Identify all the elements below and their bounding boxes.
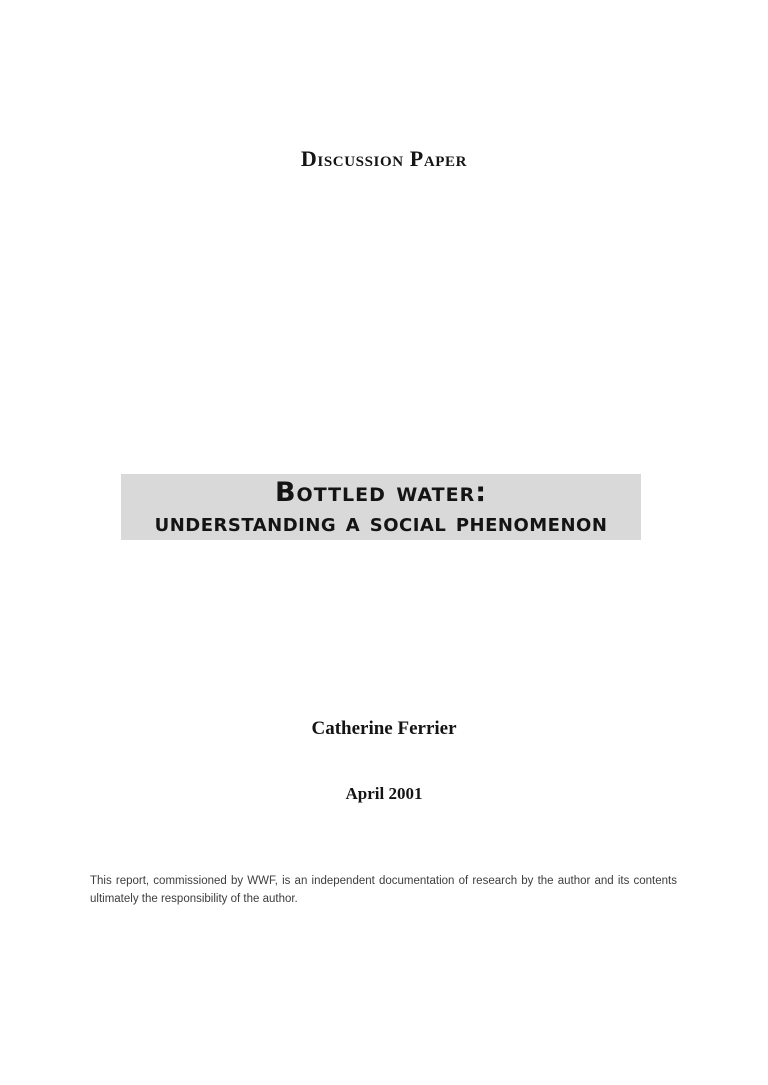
title-line-2: understanding a social phenomenon (154, 508, 608, 538)
footer-line-1: This report, commissioned by WWF, is an independent documentation of research by the author and its contents (90, 875, 677, 887)
footer-line-2: ultimately the responsibility of the author. (90, 893, 298, 905)
title-banner (121, 474, 641, 540)
footer-note (90, 872, 677, 908)
author-name: Catherine Ferrier (311, 718, 457, 739)
publication-date: April 2001 (345, 784, 423, 803)
title-line-1: Bottled water: (274, 477, 488, 508)
document-type-heading: Discussion Paper (300, 146, 468, 171)
